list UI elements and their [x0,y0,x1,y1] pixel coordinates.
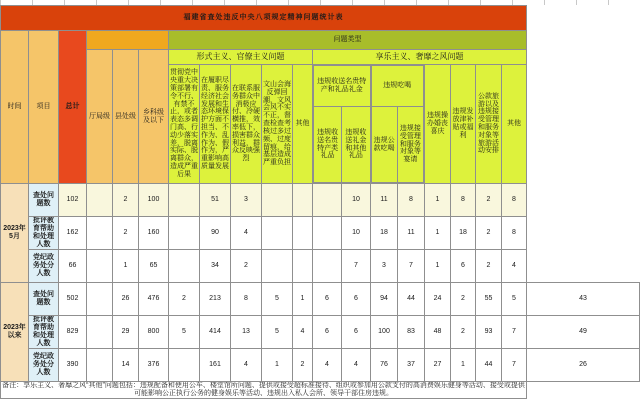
table-cell: 94 [371,283,398,316]
table-cell: 2 [113,217,139,250]
table-cell: 2 [169,283,200,316]
table-cell: 37 [398,349,425,382]
table-cell: 51 [200,184,231,217]
table-cell: 1 [451,349,476,382]
table-cell: 2 [451,316,476,349]
header-level-1: 厅局级 [87,50,113,184]
table-cell: 8 [398,184,425,217]
table-cell [262,184,293,217]
header-formalism-col-3: 在联系服务群众中消极应付、冷硬横推，效率低下，损害群众利益，群众反映强烈 [231,65,262,184]
table-cell: 161 [200,349,231,382]
table-cell: 29 [113,316,139,349]
header-travel: 公款旅游以及违规接受管理和服务对象等旅游活动安排 [476,65,502,184]
table-cell: 44 [476,349,502,382]
table-cell: 2 [231,250,262,283]
table-cell [169,250,200,283]
table-cell: 4 [231,217,262,250]
table-cell: 6 [451,250,476,283]
table-cell: 7 [502,349,527,382]
table-cell: 476 [139,283,169,316]
table-cell: 8 [502,184,527,217]
table-cell: 4 [231,349,262,382]
table-cell: 11 [371,184,398,217]
header-project: 项目 [29,31,59,184]
table-cell: 2 [476,217,502,250]
row-label: 查处问题数 [29,184,59,217]
table-cell: 390 [59,349,87,382]
table-cell: 6 [313,316,342,349]
table-cell [293,184,313,217]
header-gift-col-2: 违规收送礼金和其他礼品 [342,107,370,183]
table-cell: 66 [59,250,87,283]
header-wedding: 违规操办婚丧喜庆 [425,65,451,184]
table-cell: 502 [59,283,87,316]
table-cell: 18 [451,217,476,250]
time-label: 2023年5月 [1,184,29,283]
table-cell: 3 [231,184,262,217]
header-problem-type: 问题类型 [169,31,527,50]
table-row [1,250,640,283]
statistics-table [0,5,640,399]
table-cell: 414 [200,316,231,349]
table-cell: 10 [342,184,371,217]
table-cell: 49 [527,316,640,349]
header-group-hedonism: 享乐主义、奢靡之风问题 [313,50,527,65]
table-cell: 5 [502,283,527,316]
table-cell [262,250,293,283]
row-label: 党纪政务处分人数 [29,349,59,382]
table-cell: 44 [398,283,425,316]
table-cell [87,349,113,382]
table-cell: 11 [398,217,425,250]
table-cell: 829 [59,316,87,349]
table-cell: 2 [476,184,502,217]
header-level-2: 县处级 [113,50,139,184]
header-level-group [87,31,169,50]
table-cell [87,184,113,217]
table-cell: 102 [59,184,87,217]
row-label: 批评教育帮助和处理人数 [29,316,59,349]
table-cell [169,217,200,250]
group-row [1,50,640,65]
table-cell: 2 [113,184,139,217]
table-cell: 90 [200,217,231,250]
table-cell: 18 [371,217,398,250]
table-cell [262,217,293,250]
table-row [1,283,640,316]
page-title: 福建省查处违反中央八项规定精神问题统计表 [1,6,527,31]
table-cell: 2 [476,250,502,283]
header-formalism-other: 其他 [293,65,313,184]
header-dining-group: 违规吃喝 [371,66,424,107]
table-cell: 7 [502,316,527,349]
header-gift-group: 违规收送名贵特产和礼品礼金 [314,66,371,107]
table-cell: 8 [502,217,527,250]
header-group-formalism: 形式主义、官僚主义问题 [169,50,313,65]
table-cell: 1 [293,283,313,316]
table-cell: 3 [371,250,398,283]
table-body [1,184,640,382]
table-cell: 100 [139,184,169,217]
table-cell: 43 [527,283,640,316]
table-row [1,316,640,349]
header-allowance: 违规发放津补贴或福利 [451,65,476,184]
table-cell: 4 [502,250,527,283]
table-cell: 26 [527,349,640,382]
header-hedonism-other: 其他 [502,65,527,184]
table-cell [87,250,113,283]
row-label: 批评教育帮助和处理人数 [29,217,59,250]
table-cell: 1 [425,184,451,217]
table-row [1,184,640,217]
header-formalism-col-1: 贯彻党中央重大决策部署有令不行、有禁不止，或者表态多调门高、行动少落实差，脱离实际、脱离群众，造成严重后果 [169,65,200,184]
table-cell: 10 [342,217,371,250]
table-cell: 5 [262,283,293,316]
table-cell: 6 [342,316,371,349]
table-cell: 1 [425,250,451,283]
table-cell: 800 [139,316,169,349]
table-cell: 100 [371,316,398,349]
table-cell: 27 [425,349,451,382]
table-cell: 8 [451,184,476,217]
table-cell: 4 [293,316,313,349]
table-cell: 8 [231,283,262,316]
table-cell [293,217,313,250]
table-row [1,349,640,382]
table-cell: 7 [342,250,371,283]
table-cell [293,250,313,283]
table-cell: 24 [425,283,451,316]
header-gift-col-1: 违规收送名贵特产类礼品 [314,107,342,183]
table-cell: 55 [476,283,502,316]
table-cell: 213 [200,283,231,316]
table-cell [313,217,342,250]
header-total: 总计 [59,31,87,184]
title-row [1,6,640,31]
table-cell: 7 [398,250,425,283]
table-cell [169,349,200,382]
header-dining-col-2: 违规接受管理和服务对象等宴请 [397,107,423,183]
table-cell: 83 [398,316,425,349]
table-cell: 160 [139,217,169,250]
table-cell: 1 [113,250,139,283]
header-formalism-col-4: 文山会海反弹回潮，文风会风不实不正，督查检查考核过多过频、过度留痕，给基层造成严重负担 [262,65,293,184]
table-cell: 6 [342,283,371,316]
table-cell: 93 [476,316,502,349]
footnote: 备注：享乐主义、奢靡之风“其他”问题包括：违规配备和使用公车、楼堂馆所问题、提供或接受超标准接待、组织或参加用公款支付的高消费娱乐健身等活动、接受或提供可能影响公正执行公务的健身娱乐等活动、违规出入私人会所、领导干部住房违规。 [2,382,525,397]
time-label: 2023年以来 [1,283,29,382]
band-row [1,31,640,50]
table-cell: 26 [113,283,139,316]
table-cell [313,250,342,283]
table-cell: 5 [262,316,293,349]
footnote-row [1,382,640,399]
table-cell: 34 [200,250,231,283]
row-label: 党纪政务处分人数 [29,250,59,283]
table-cell: 48 [425,316,451,349]
table-cell: 13 [231,316,262,349]
table-cell: 76 [371,349,398,382]
table-cell: 2 [451,283,476,316]
table-cell: 65 [139,250,169,283]
table-cell: 5 [169,316,200,349]
table-cell: 376 [139,349,169,382]
table-cell: 1 [425,217,451,250]
header-time: 时间 [1,31,29,184]
table-cell [87,217,113,250]
header-formalism-col-2: 在履职尽责、服务经济社会发展和生态环境保护方面不担当、不作为、乱作为、假作为，严重影响高质量发展 [200,65,231,184]
table-cell: 2 [293,349,313,382]
table-cell: 1 [262,349,293,382]
table-cell: 162 [59,217,87,250]
table-cell: 4 [342,349,371,382]
header-level-3: 乡科级及以下 [139,50,169,184]
table-row [1,217,640,250]
table-cell [87,283,113,316]
table-cell [87,316,113,349]
table-cell [169,184,200,217]
table-cell: 6 [313,283,342,316]
table-cell: 4 [313,349,342,382]
table-cell: 14 [113,349,139,382]
header-dining-col-1: 违规公款吃喝 [371,107,397,183]
row-label: 查处问题数 [29,283,59,316]
table-cell [313,184,342,217]
